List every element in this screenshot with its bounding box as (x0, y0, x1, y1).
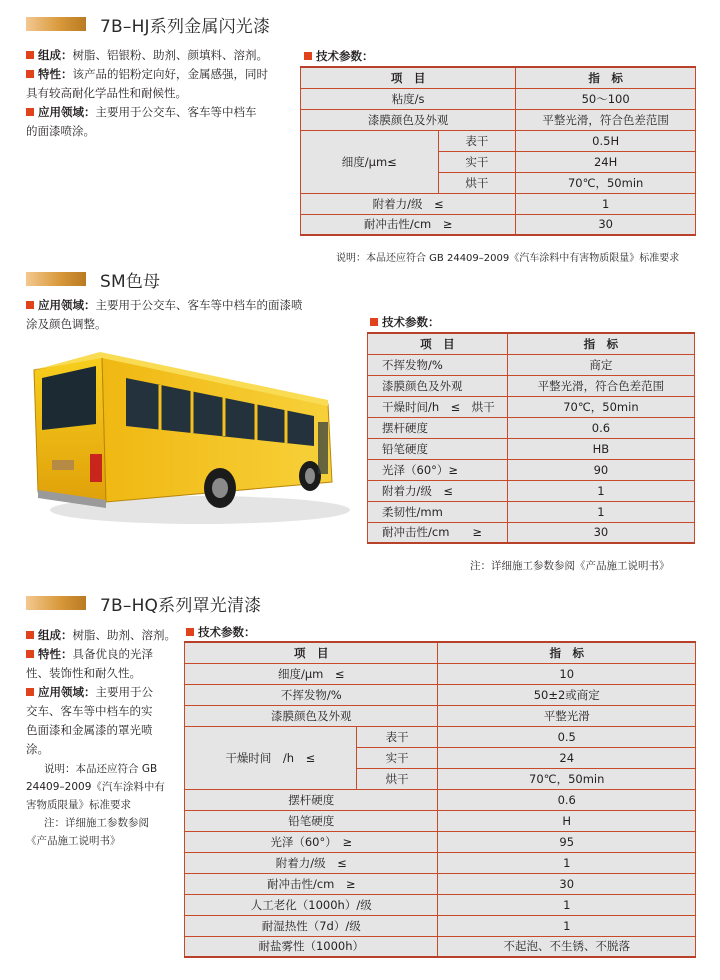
table-row: 耐湿热性（7d）/级 1 (185, 915, 696, 936)
bullet-square-icon (304, 52, 312, 60)
table-row: 烘干 70℃，50min (301, 172, 696, 193)
bullet-square-icon (26, 301, 34, 309)
table-row: 实干 24 (185, 747, 696, 768)
yellow-bus-illustration (30, 342, 350, 532)
table-row: 粘度/s 50～100 (301, 88, 696, 109)
section1-header (26, 11, 270, 37)
bullet-square-icon (186, 628, 194, 636)
section2-header (26, 266, 160, 292)
table-row: 干燥时间/h ≤ 烘干 70℃，50min (368, 396, 695, 417)
section1-tech-label: 技术参数： (304, 48, 374, 64)
section1-spec-table (300, 66, 696, 236)
table-header-row: 项 目 指 标 (301, 67, 696, 88)
section3-tech-label: 技术参数： (186, 624, 256, 640)
section3-spec-table (184, 641, 696, 958)
table-header-row: 项 目 指 标 (368, 333, 695, 354)
section-gold-bar (26, 596, 86, 610)
table-row: 耐冲击性/cm ≥ 30 (301, 214, 696, 235)
table-row: 附着力/级 ≤ 1 (368, 480, 695, 501)
bullet-square-icon (370, 318, 378, 326)
section3-description: 组成：树脂、助剂、溶剂。 特性：具备优良的光泽 性、装饰性和耐久性。 应用领域：主要用于公 交车、客车等中档车的实 色面漆和金属漆的罩光喷 涂。 (26, 628, 176, 756)
table-header-row: 项 目 指 标 (185, 642, 696, 663)
table-row: 铅笔硬度 H (185, 810, 696, 831)
section2-description: 应用领域：主要用于公交车、客车等中档车的面漆喷 涂及颜色调整。 (26, 298, 303, 331)
table-row: 细度/μm ≤ 10 (185, 663, 696, 684)
table-row: 耐冲击性/cm ≥ 30 (368, 522, 695, 543)
section-gold-bar (26, 272, 86, 286)
section1-note: 说明：本品还应符合 GB 24409–2009《汽车涂料中有害物质限量》标准要求 (336, 253, 680, 264)
bullet-square-icon (26, 631, 34, 639)
table-row: 摆杆硬度 0.6 (368, 417, 695, 438)
table-row: 光泽（60°） ≥ 95 (185, 831, 696, 852)
table-row: 附着力/级 ≤ 1 (185, 852, 696, 873)
section-gold-bar (26, 17, 86, 31)
section3-notes: 说明：本品还应符合 GB 24409–2009《汽车涂料中有 害物质限量》标准要求 注：详细施工参数参阅 《产品施工说明书》 (26, 763, 165, 847)
table-row: 摆杆硬度 0.6 (185, 789, 696, 810)
bullet-square-icon (26, 688, 34, 696)
table-row: 附着力/级 ≤ 1 (301, 193, 696, 214)
section2-tech-label: 技术参数： (370, 314, 440, 330)
table-row: 柔韧性/mm 1 (368, 501, 695, 522)
table-row: 不挥发物/% 50±2或商定 (185, 684, 696, 705)
bullet-square-icon (26, 650, 34, 658)
section3-header (26, 590, 261, 616)
table-row: 细度/μm≤ 表干 0.5H (301, 130, 696, 151)
section2-spec-table (367, 332, 695, 544)
section1-title: 7B–HJ系列金属闪光漆 (100, 16, 271, 37)
table-row: 漆膜颜色及外观 平整光滑，符合色差范围 (301, 109, 696, 130)
bullet-square-icon (26, 108, 34, 116)
table-row: 烘干 70℃，50min (185, 768, 696, 789)
table-row: 耐盐雾性（1000h） 不起泡、不生锈、不脱落 (185, 936, 696, 957)
bullet-square-icon (26, 51, 34, 59)
table-row: 漆膜颜色及外观 平整光滑，符合色差范围 (368, 375, 695, 396)
section2-title: SM色母 (100, 271, 161, 292)
section3-title: 7B–HQ系列罩光清漆 (100, 595, 262, 616)
table-row: 人工老化（1000h）/级 1 (185, 894, 696, 915)
table-row: 光泽（60°）≥ 90 (368, 459, 695, 480)
table-row: 实干 24H (301, 151, 696, 172)
table-row: 铅笔硬度 HB (368, 438, 695, 459)
table-row: 漆膜颜色及外观 平整光滑 (185, 705, 696, 726)
table-row: 干燥时间 /h ≤ 表干 0.5 (185, 726, 696, 747)
bullet-square-icon (26, 70, 34, 78)
section2-note: 注：详细施工参数参阅《产品施工说明书》 (470, 560, 670, 572)
table-row: 不挥发物/% 商定 (368, 354, 695, 375)
table-row: 耐冲击性/cm ≥ 30 (185, 873, 696, 894)
section1-description: 组成：树脂、铝银粉、助剂、颜填料、溶剂。 特性：该产品的铝粉定向好，金属感强，同时 具有较高耐化学品性和耐候性。 应用领域：主要用于公交车、客车等中档车 的面漆喷涂。 (26, 48, 268, 138)
